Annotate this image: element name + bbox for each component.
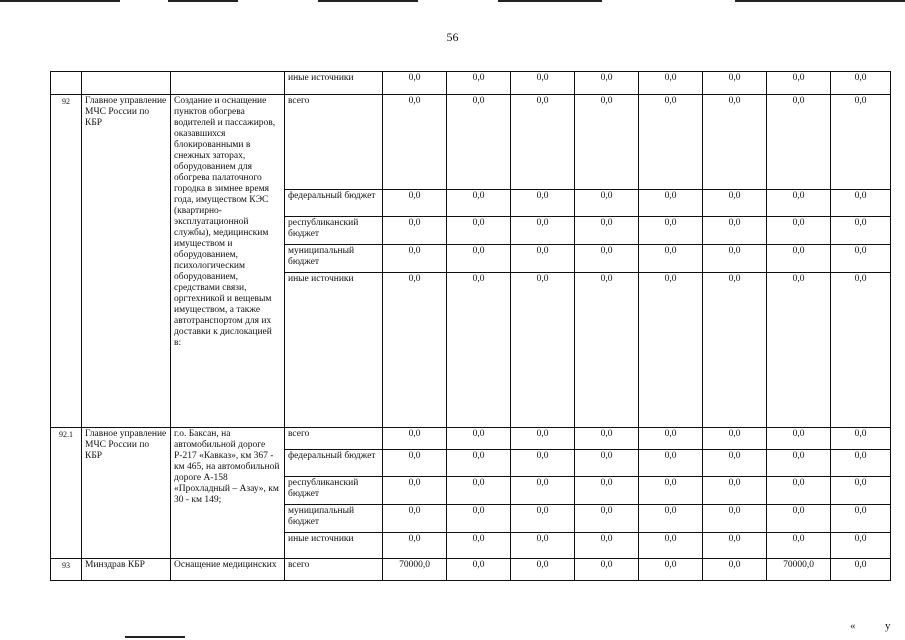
table-row — [51, 95, 891, 190]
funding-value: 0,0 — [831, 533, 891, 559]
funding-value: 0,0 — [511, 95, 575, 190]
funding-value: 0,0 — [511, 245, 575, 273]
funding-value: 0,0 — [383, 477, 447, 505]
funding-value: 0,0 — [703, 533, 767, 559]
funding-value: 0,0 — [831, 72, 891, 95]
funding-value: 0,0 — [447, 477, 511, 505]
funding-value: 0,0 — [511, 190, 575, 217]
funding-value: 0,0 — [767, 217, 831, 245]
funding-value: 0,0 — [703, 477, 767, 505]
row-number: 93 — [51, 559, 82, 581]
funding-value: 0,0 — [383, 217, 447, 245]
funding-value: 0,0 — [447, 505, 511, 533]
funding-value: 0,0 — [383, 428, 447, 450]
funding-value: 0,0 — [511, 559, 575, 581]
funding-source-label: всего — [285, 428, 383, 450]
executor-cell: Главное управление МЧС России по КБР — [82, 95, 171, 428]
funding-value: 0,0 — [447, 95, 511, 190]
funding-value: 0,0 — [639, 72, 703, 95]
funding-value: 0,0 — [511, 505, 575, 533]
funding-value: 0,0 — [575, 559, 639, 581]
row-number: 92 — [51, 95, 82, 428]
funding-value: 0,0 — [767, 72, 831, 95]
funding-value: 0,0 — [511, 72, 575, 95]
scan-artifact-line — [498, 0, 602, 2]
funding-value: 0,0 — [639, 217, 703, 245]
funding-value: 0,0 — [447, 245, 511, 273]
row-number: 92.1 — [51, 428, 82, 559]
funding-value: 0,0 — [639, 505, 703, 533]
funding-value: 0,0 — [639, 450, 703, 477]
table-row — [51, 72, 891, 95]
funding-value: 0,0 — [831, 95, 891, 190]
funding-value: 0,0 — [639, 559, 703, 581]
funding-value: 0,0 — [447, 217, 511, 245]
scan-artifact-line — [735, 0, 905, 2]
funding-value: 0,0 — [831, 477, 891, 505]
funding-value: 0,0 — [511, 533, 575, 559]
funding-value: 0,0 — [767, 450, 831, 477]
funding-source-label: всего — [285, 95, 383, 190]
funding-value: 0,0 — [575, 245, 639, 273]
funding-value: 0,0 — [703, 245, 767, 273]
funding-source-label: республиканский бюджет — [285, 217, 383, 245]
funding-value: 0,0 — [575, 190, 639, 217]
funding-value: 0,0 — [703, 95, 767, 190]
funding-value: 0,0 — [639, 95, 703, 190]
funding-source-label: иные источники — [285, 72, 383, 95]
row-number — [51, 72, 82, 95]
funding-value: 0,0 — [639, 428, 703, 450]
table-row — [51, 428, 891, 450]
funding-source-label: муниципальный бюджет — [285, 245, 383, 273]
funding-value: 0,0 — [383, 273, 447, 428]
funding-source-label: федеральный бюджет — [285, 450, 383, 477]
scan-artifact-line — [0, 0, 120, 2]
executor-cell: Минздрав КБР — [82, 559, 171, 581]
executor-cell: Главное управление МЧС России по КБР — [82, 428, 171, 559]
funding-value: 0,0 — [831, 559, 891, 581]
table-row — [51, 559, 891, 581]
funding-value: 0,0 — [383, 450, 447, 477]
funding-value: 0,0 — [639, 273, 703, 428]
funding-value: 0,0 — [831, 217, 891, 245]
scan-artifact-line — [125, 636, 185, 638]
funding-source-label: иные источники — [285, 273, 383, 428]
funding-source-label: всего — [285, 559, 383, 581]
funding-value: 0,0 — [703, 273, 767, 428]
scan-mark: « — [850, 620, 856, 632]
funding-value: 0,0 — [575, 72, 639, 95]
funding-value: 0,0 — [575, 95, 639, 190]
funding-value: 0,0 — [575, 477, 639, 505]
funding-value: 0,0 — [447, 450, 511, 477]
funding-value: 0,0 — [511, 217, 575, 245]
funding-value: 0,0 — [767, 505, 831, 533]
funding-value: 0,0 — [767, 95, 831, 190]
funding-value: 0,0 — [575, 428, 639, 450]
funding-value: 0,0 — [767, 273, 831, 428]
funding-value: 0,0 — [575, 505, 639, 533]
description-cell: г.о. Баксан, на автомобильной дороге Р-217 «Кавказ», км 367 - км 465, на автомобильной дороге А-158 «Прохладный – Азау», км 30 - км 149; — [171, 428, 285, 559]
funding-value: 0,0 — [511, 477, 575, 505]
funding-value: 0,0 — [447, 190, 511, 217]
funding-value: 70000,0 — [383, 559, 447, 581]
funding-value: 0,0 — [831, 428, 891, 450]
funding-value: 0,0 — [703, 505, 767, 533]
funding-value: 0,0 — [767, 428, 831, 450]
description-cell: Оснащение медицинских — [171, 559, 285, 581]
funding-value: 0,0 — [383, 505, 447, 533]
funding-value: 0,0 — [511, 273, 575, 428]
funding-value: 0,0 — [831, 245, 891, 273]
funding-value: 0,0 — [639, 190, 703, 217]
scan-artifact-line — [168, 0, 238, 2]
funding-value: 0,0 — [575, 533, 639, 559]
description-cell: Создание и оснащение пунктов обогрева водителей и пассажиров, оказавшихся блокированными в снежных заторах, оборудованием для обогрева палаточного городка в зимнее время года, имуществом КЭС (квартирно-эксплуатационной службы), медицинским имуществом и оборудованием, психологическим оборудованием, средствами связи, оргтехникой и вещевым имуществом, а также автотранспортом для их доставки к дислокацией в: — [171, 95, 285, 428]
funding-value: 0,0 — [831, 273, 891, 428]
funding-source-label: республиканский бюджет — [285, 477, 383, 505]
funding-value: 0,0 — [703, 559, 767, 581]
financing-table — [50, 71, 891, 581]
funding-value: 0,0 — [767, 245, 831, 273]
funding-value: 0,0 — [383, 95, 447, 190]
funding-value: 0,0 — [575, 450, 639, 477]
funding-value: 0,0 — [447, 559, 511, 581]
executor-cell — [82, 72, 171, 95]
funding-value: 0,0 — [447, 428, 511, 450]
page-number: 56 — [446, 30, 459, 44]
funding-value: 0,0 — [639, 533, 703, 559]
funding-value: 0,0 — [511, 428, 575, 450]
funding-value: 0,0 — [447, 273, 511, 428]
funding-value: 0,0 — [831, 450, 891, 477]
funding-value: 0,0 — [703, 190, 767, 217]
funding-value: 0,0 — [639, 245, 703, 273]
scan-artifact-line — [318, 0, 418, 2]
funding-value: 0,0 — [575, 273, 639, 428]
funding-value: 0,0 — [575, 217, 639, 245]
scan-mark: у — [885, 620, 891, 632]
description-cell — [171, 72, 285, 95]
funding-value: 0,0 — [703, 217, 767, 245]
funding-value: 0,0 — [703, 72, 767, 95]
funding-value: 0,0 — [383, 533, 447, 559]
funding-value: 0,0 — [703, 450, 767, 477]
funding-value: 0,0 — [639, 477, 703, 505]
funding-source-label: иные источники — [285, 533, 383, 559]
funding-value: 0,0 — [447, 72, 511, 95]
funding-value: 70000,0 — [767, 559, 831, 581]
funding-value: 0,0 — [767, 533, 831, 559]
funding-value: 0,0 — [383, 190, 447, 217]
funding-value: 0,0 — [383, 72, 447, 95]
funding-value: 0,0 — [511, 450, 575, 477]
funding-value: 0,0 — [767, 477, 831, 505]
funding-value: 0,0 — [831, 505, 891, 533]
funding-source-label: муниципальный бюджет — [285, 505, 383, 533]
funding-value: 0,0 — [447, 533, 511, 559]
funding-value: 0,0 — [831, 190, 891, 217]
funding-value: 0,0 — [383, 245, 447, 273]
funding-value: 0,0 — [703, 428, 767, 450]
funding-value: 0,0 — [767, 190, 831, 217]
funding-source-label: федеральный бюджет — [285, 190, 383, 217]
